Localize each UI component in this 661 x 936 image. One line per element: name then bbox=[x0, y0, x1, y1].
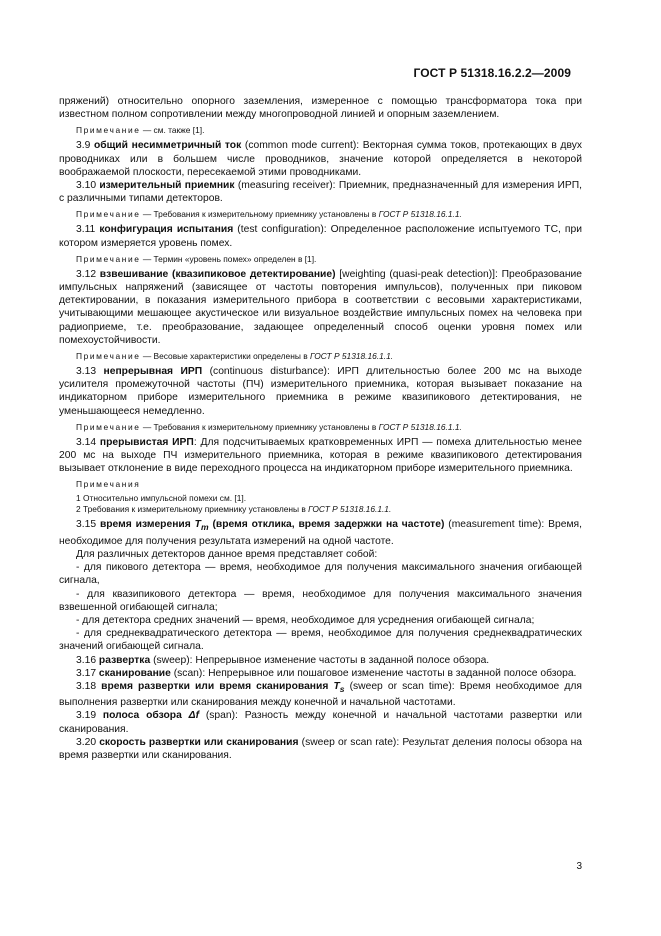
note-text: — Требования к измерительному приемнику установлены в bbox=[142, 209, 377, 220]
term: полоса обзора bbox=[102, 710, 182, 722]
section-3-14 bbox=[59, 436, 582, 476]
section-number: 3.14 bbox=[76, 436, 97, 448]
symbol: Δf bbox=[188, 710, 199, 722]
note-3 bbox=[59, 254, 582, 265]
note-label: Примечание bbox=[76, 421, 141, 432]
term: сканирование bbox=[98, 667, 171, 679]
section-3-11 bbox=[59, 223, 582, 249]
doc-header-code: ГОСТ Р 51318.16.2.2—2009 bbox=[413, 66, 571, 80]
definition: [weighting (quasi-peak detection)]: Преобразование импульсных напряжений (зависящее от частоты повторения импульсов), полученных при пиковом детектировании, в показания измерительного прибора в соответствии с весовыми характеристиками, учитывающими мешающее акустическое или визуальное воздействие импульсных помех на человека при радиоприеме, т.е. преобразование, задающее определенный способ оценки уровня помех или помехоустойчивости. bbox=[59, 268, 582, 346]
section-3-18 bbox=[59, 680, 582, 709]
section-number: 3.12 bbox=[76, 268, 97, 280]
section-3-15 bbox=[59, 518, 582, 547]
symbol-letter: T bbox=[194, 519, 201, 531]
section-3-9 bbox=[59, 139, 582, 179]
notes-label: Примечания bbox=[76, 479, 141, 490]
term: время измерения bbox=[99, 519, 191, 531]
section-number: 3.9 bbox=[76, 140, 91, 152]
section-number: 3.11 bbox=[76, 224, 96, 236]
term: измерительный приемник bbox=[99, 180, 235, 192]
term: скорость развертки или сканирования bbox=[99, 736, 299, 748]
definition: (sweep): Непрерывное изменение частоты в заданной полосе обзора. bbox=[153, 654, 490, 666]
list-item: - для пикового детектора — время, необходимое для получения максимального значения огибающей сигнала, bbox=[59, 562, 582, 587]
section-3-15-intro: Для различных детекторов данное время представляет собой: bbox=[76, 548, 378, 560]
term-alt: (время отклика, время задержки на частоте) bbox=[212, 519, 445, 531]
term: время развертки или время сканирования bbox=[101, 680, 329, 692]
note-label: Примечание bbox=[76, 209, 141, 220]
section-number: 3.15 bbox=[76, 519, 97, 531]
term: взвешивание (квазипиковое детектирование) bbox=[99, 268, 336, 280]
term: прерывистая ИРП bbox=[99, 436, 194, 448]
definition: (test configuration): Определенное расположение испытуемого ТС, при котором измеряется уровень помех. bbox=[59, 224, 582, 249]
section-3-12 bbox=[59, 268, 582, 347]
term: развертка bbox=[98, 654, 151, 666]
definition: (span): Разность между конечной и начальной частотами развертки или сканирования. bbox=[59, 710, 582, 735]
section-number: 3.18 bbox=[76, 680, 97, 692]
standard-reference: ГОСТ Р 51318.16.1.1. bbox=[378, 421, 462, 432]
note-text: — Весовые характеристики определены в bbox=[142, 351, 308, 362]
section-number: 3.10 bbox=[76, 180, 97, 192]
section-3-10 bbox=[59, 179, 582, 205]
definition: (common mode current): Векторная сумма токов, протекающих в двух проводниках или в большем числе проводников, значение которой определяется в некоторой воображаемой плоскости, пересекаемой этими проводниками. bbox=[59, 140, 582, 178]
list-item: - для среднеквадратического детектора — время, необходимое для получения среднеквадратических значений огибающей сигнала. bbox=[59, 628, 582, 653]
note-label: Примечание bbox=[76, 125, 141, 136]
section-3-17 bbox=[59, 667, 582, 680]
definition: (continuous disturbance): ИРП длительностью более 200 мс на выходе усилителя промежуточной частоты (ПЧ) измерительного приемника, которая вызывает показание на индикаторном приборе измерительного приемника в режиме квазипикового детектирования, не уменьшающееся немедленно. bbox=[59, 366, 582, 417]
note-1 bbox=[59, 125, 582, 136]
definition: : Для подсчитываемых кратковременных ИРП — помеха длительностью менее 200 мс на выходе ПЧ измерительного приемника, которая в режиме квазипикового детектирования вызывает отклонение в виде переходного процесса на индикаторном приборе измерительного приемника. bbox=[59, 436, 582, 475]
term: общий несимметричный ток bbox=[93, 140, 242, 152]
symbol bbox=[333, 681, 344, 692]
section-number: 3.16 bbox=[76, 654, 97, 666]
term: конфигурация испытания bbox=[99, 224, 234, 236]
definition: (measuring receiver): Приемник, предназначенный для измерения ИРП, с различными типами детекторов. bbox=[59, 180, 582, 205]
section-3-19 bbox=[59, 709, 582, 735]
section-3-13 bbox=[59, 365, 582, 418]
definition: (measurement time): Время, необходимое для получения результата измерений на одной частоте. bbox=[59, 519, 582, 547]
symbol-subscript: s bbox=[339, 684, 345, 694]
standard-reference: ГОСТ Р 51318.16.1.1. bbox=[378, 209, 462, 220]
standard-reference: ГОСТ Р 51318.16.1.1. bbox=[308, 504, 392, 515]
note-4 bbox=[59, 351, 582, 362]
note-6-1: 1 Относительно импульсной помехи см. [1]. bbox=[76, 493, 247, 504]
term: непрерывная ИРП bbox=[103, 366, 203, 378]
note-label: Примечание bbox=[76, 351, 141, 362]
note-text: 2 Требования к измерительному приемнику установлены в bbox=[76, 504, 306, 515]
note-text: — Требования к измерительному приемнику установлены в bbox=[142, 421, 377, 432]
section-number: 3.17 bbox=[76, 667, 97, 679]
page-number: 3 bbox=[576, 861, 582, 872]
list-item: - для детектора средних значений — время, необходимое для усреднения огибающей сигнала; bbox=[76, 614, 535, 626]
list-item: - для квазипикового детектора — время, необходимое для получения максимального значения взвешенной огибающей сигнала; bbox=[59, 588, 582, 613]
definition: (sweep or scan rate): Результат деления полосы обзора на время развертки или сканирования. bbox=[59, 736, 582, 762]
note-6-2 bbox=[59, 504, 582, 515]
section-3-16 bbox=[59, 654, 582, 667]
page-content bbox=[59, 95, 582, 762]
symbol bbox=[194, 519, 209, 533]
symbol-subscript: m bbox=[200, 522, 209, 533]
section-3-20 bbox=[59, 736, 582, 762]
section-number: 3.20 bbox=[76, 736, 97, 748]
paragraph-continuation: пряжений) относительно опорного заземления, измеренное с помощью трансформатора тока при известном полном сопротивлении между многопроводной линией и опорным заземлением. bbox=[59, 96, 582, 121]
symbol-letter: T bbox=[333, 680, 340, 692]
note-text: — Термин «уровень помех» определен в [1]. bbox=[142, 253, 317, 264]
standard-reference: ГОСТ Р 51318.16.1.1. bbox=[309, 351, 394, 362]
note-label: Примечание bbox=[76, 253, 141, 264]
note-5 bbox=[59, 422, 582, 433]
section-number: 3.13 bbox=[76, 366, 97, 378]
note-2 bbox=[59, 209, 582, 220]
section-number: 3.19 bbox=[76, 710, 97, 722]
note-text: — см. также [1]. bbox=[142, 125, 205, 136]
notes-heading bbox=[59, 479, 582, 490]
definition: (sweep or scan time): Время необходимое для выполнения развертки или сканирования между конечной и начальной частотами. bbox=[59, 680, 582, 709]
definition: (scan): Непрерывное или пошаговое изменение частоты в заданной полосе обзора. bbox=[173, 667, 577, 679]
